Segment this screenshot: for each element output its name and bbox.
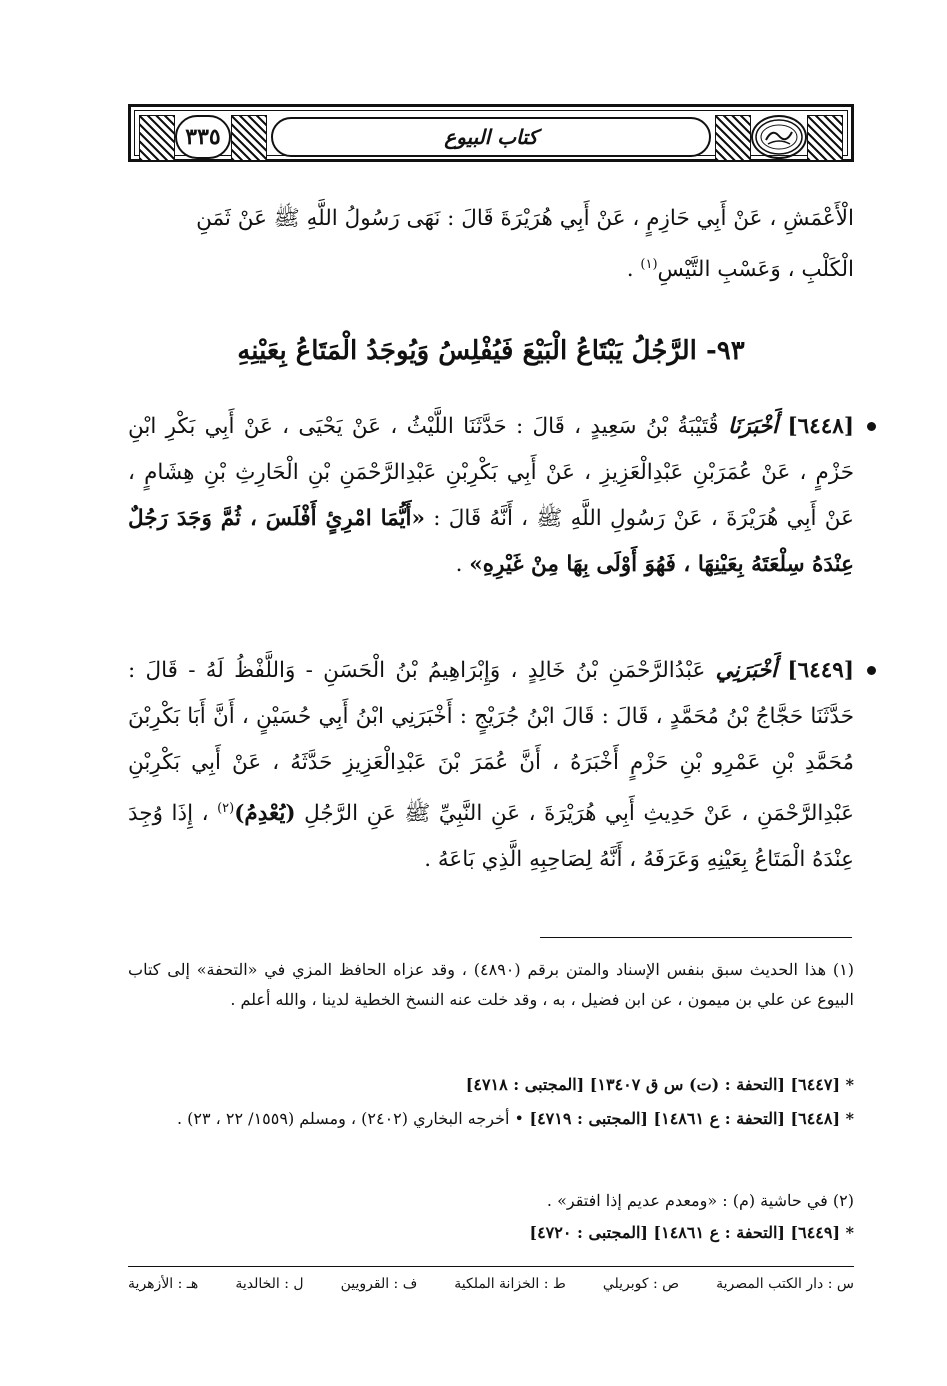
series-logo bbox=[751, 115, 807, 159]
intro-end: . bbox=[626, 257, 641, 283]
footnote-2: (٢) في حاشية (م) : «ومعدم عديم إذا افتقر» . bbox=[546, 1191, 854, 1210]
reference-6448-takhrij: • أخرجه البخاري (٢٤٠٢) ، ومسلم (١٥٥٩/ ٢٢ ، ٢٣) . bbox=[176, 1109, 524, 1128]
intro-text bbox=[128, 196, 854, 293]
siglum-item: س : دار الكتب المصرية bbox=[716, 1276, 854, 1292]
hadith-matn: «أَيُّمَا امْرِئٍ أَفْلَسَ ، ثُمَّ وَجَدَ رَجُلٌ عِنْدَهُ سِلْعَتَهُ بِعَيْنِهَا ، فَهُوَ أَوْلَى بِهَا مِنْ غَيْرِهِ» bbox=[128, 506, 854, 577]
reference-6449: * [٦٤٤٩] [التحفة : ع ١٤٨٦١] [المجتبى : ٤٧٢٠] bbox=[529, 1223, 854, 1242]
footnote-1: (١) هذا الحديث سبق بنفس الإسناد والمتن برقم (٤٨٩٠) ، وقد عزاه الحافظ المزي في «التحفة» إلى كتاب البيوع عن علي بن ميمون ، عن ابن فضيل ، به ، وقد خلت عنه النسخ الخطية لدينا ، والله أعلم . bbox=[128, 960, 855, 1009]
footnote-marker-2: (٢) bbox=[217, 801, 235, 816]
hadith-isnad: عَبْدُالرَّحْمَنِ بْنُ خَالِدٍ ، وَإِبْرَاهِيمُ بْنُ الْحَسَنِ - وَاللَّفْظُ لَهُ - قَالَ : حَدَّثَنَا حَجَّاجُ بْنُ مُحَمَّدٍ ، قَالَ : قَالَ ابْنُ جُرَيْجٍ : أَخْبَرَنِي ابْنُ أَبِي حُسَيْنٍ ، أَنَّ أَبَا بَكْرِبْنَ مُحَمَّدِ بْنِ عَمْرِو بْنِ حَزْمٍ أَخْبَرَهُ ، أَنَّ عُمَرَ بْنَ عَبْدِالْعَزِيزِ حَدَّثَهُ ، عَنْ أَبِي بَكْرِبْنِ عَبْدِالرَّحْمَنِ ، عَنْ حَدِيثِ أَبِي هُرَيْرَةَ ، عَنِ النَّبِيِّ ﷺ عَنِ الرَّجُلِ bbox=[128, 658, 854, 827]
intro-line-2 bbox=[128, 242, 854, 293]
manuscript-sigla bbox=[128, 1276, 854, 1292]
hadith-6449-text bbox=[128, 648, 854, 883]
hadith-number: [٦٤٤٨] bbox=[787, 414, 855, 439]
bottom-divider bbox=[128, 1266, 854, 1267]
footnote-divider bbox=[540, 937, 852, 938]
ornament-right-outer bbox=[807, 115, 843, 161]
akhbarana-word: أَخْبَرَنِي bbox=[715, 658, 778, 683]
hadith-isnad: قُتَيْبَةُ بْنُ سَعِيدٍ ، قَالَ : حَدَّثَنَا اللَّيْثُ ، عَنْ يَحْيَى ، عَنْ أَبِي بَكْرِ ابْنِ حَزْمٍ ، عَنْ عُمَرَبْنِ عَبْدِالْعَزِيزِ ، عَنْ أَبِي بَكْرِبْنِ عَبْدِالرَّحْمَنِ بْنِ الْحَارِثِ بْنِ هِشَامٍ ، عَنْ أَبِي هُرَيْرَةَ ، عَنْ رَسُولِ اللَّهِ ﷺ ، أَنَّهُ قَالَ : bbox=[128, 414, 854, 531]
siglum-item: ف : القرويين bbox=[340, 1276, 418, 1292]
yudim-word: (يُعْدِمُ) bbox=[234, 801, 296, 827]
akhbarana-word: أَخْبَرَنَا bbox=[728, 414, 779, 439]
siglum-item: ط : الخزانة الملكية bbox=[454, 1276, 566, 1292]
siglum-item: هـ : الأزهرية bbox=[128, 1276, 199, 1292]
page-header bbox=[128, 104, 854, 162]
header-frame bbox=[134, 110, 848, 156]
page-number: ٣٣٥ bbox=[175, 115, 231, 159]
ornament-right-inner bbox=[715, 115, 751, 161]
siglum-item: ل : الخالدية bbox=[235, 1276, 304, 1292]
bullet-icon bbox=[867, 666, 876, 675]
hadith-number: [٦٤٤٩] bbox=[787, 658, 854, 683]
hadith-6448-text bbox=[128, 404, 854, 588]
hadith-6449 bbox=[128, 648, 854, 883]
intro-line-1: الْأَعْمَشِ ، عَنْ أَبِي حَازِمٍ ، عَنْ أَبِي هُرَيْرَةَ قَالَ : نَهَى رَسُولُ اللَّهِ ﷺ عَنْ ثَمَنِ bbox=[196, 206, 854, 231]
ornament-left-outer bbox=[139, 115, 175, 161]
chapter-heading: ٩٣- الرَّجُلُ يَبْتَاعُ الْبَيْعَ فَيُفْلِسُ وَيُوجَدُ الْمَتَاعُ بِعَيْنِهِ bbox=[237, 336, 745, 366]
hadith-6448 bbox=[128, 404, 854, 588]
bullet-icon bbox=[867, 422, 876, 431]
book-title: كتاب البيوع bbox=[271, 117, 711, 157]
siglum-item: ص : كوبريلي bbox=[602, 1276, 680, 1292]
series-logo-icon bbox=[754, 118, 804, 156]
reference-6448 bbox=[128, 1104, 854, 1134]
reference-6448-tuhfa: * [٦٤٤٨] [التحفة : ع ١٤٨٦١] [المجتبى : ٤٧١٩] bbox=[529, 1109, 854, 1128]
reference-6447: * [٦٤٤٧] [التحفة : (ت) س ق ١٣٤٠٧] [المجتبى : ٤٧١٨] bbox=[465, 1075, 854, 1094]
ornament-left-inner bbox=[231, 115, 267, 161]
hadith-rest: ، إِذَا وُجِدَ عِنْدَهُ الْمَتَاعُ بِعَيْنِهِ وَعَرَفَهُ ، أَنَّهُ لِصَاحِبِهِ الَّذِي بَاعَهُ . bbox=[128, 801, 854, 873]
footnote-marker-1: (١) bbox=[640, 257, 658, 272]
intro-line-2-text: الْكَلْبِ ، وَعَسْبِ التَّيْسِ bbox=[657, 257, 854, 283]
hadith-end: . bbox=[455, 552, 470, 577]
